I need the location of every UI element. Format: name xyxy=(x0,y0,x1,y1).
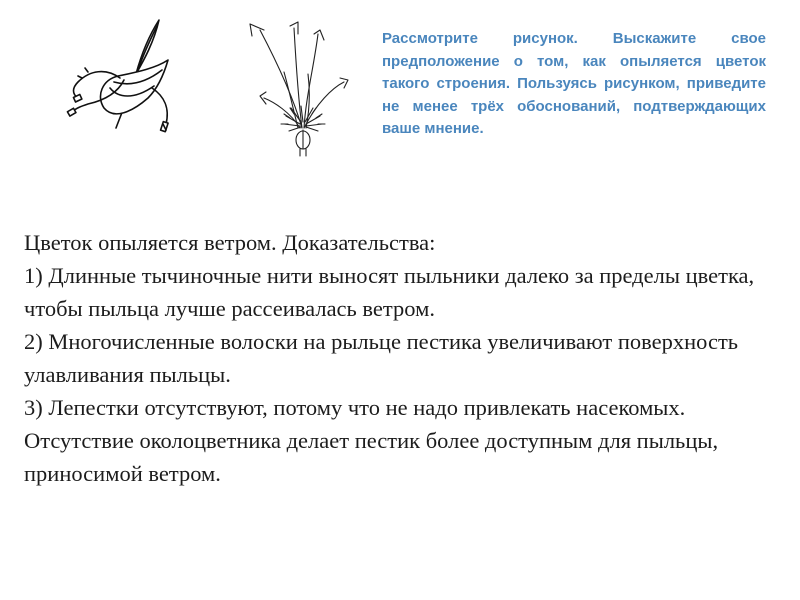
pistil-illustration-feathery xyxy=(240,16,350,164)
answer-point-1: 1) Длинные тычиночные нити выносят пыльники далеко за пределы цветка, чтобы пыльца лучше рассеивалась ветром. xyxy=(24,263,755,321)
answer-point-2: 2) Многочисленные волоски на рыльце пестика увеличивают поверхность улавливания пыльцы. xyxy=(24,329,739,387)
answer-block xyxy=(24,226,776,490)
task-question: Рассмотрите рисунок. Выскажите свое предположение о том, как опыляется цветок такого строения. Пользуясь рисунком, приведите не менее трёх обоснований, подтверждающих ваше мнение. xyxy=(382,30,766,137)
flower-illustration-stamens xyxy=(58,12,198,142)
answer-point-3: 3) Лепестки отсутствуют, потому что не надо привлекать насекомых. Отсутствие околоцветника делает пестик более доступным для пыльцы, приносимой ветром. xyxy=(24,395,719,486)
answer-heading: Цветок опыляется ветром. Доказательства: xyxy=(24,230,436,255)
